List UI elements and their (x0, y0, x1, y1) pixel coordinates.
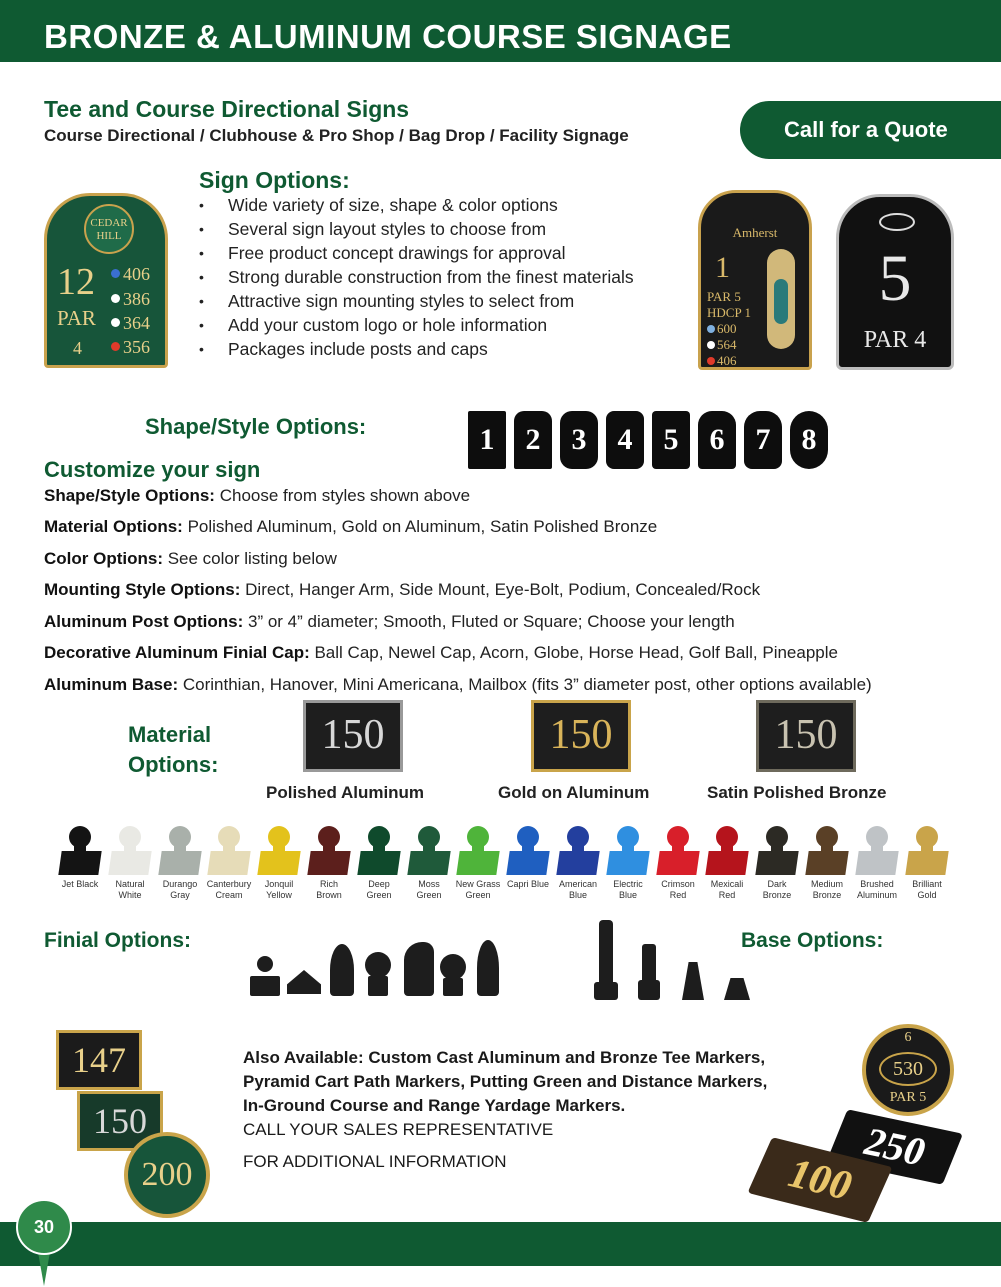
sign-options-title: Sign Options: (199, 167, 350, 193)
yardage-value: 406 (717, 353, 737, 368)
cap-base-icon (58, 851, 101, 875)
material-label: Polished Aluminum (266, 783, 425, 802)
cap-base-icon (606, 851, 649, 875)
color-label-line: Red (718, 890, 736, 900)
hole-number: 12 (57, 261, 95, 303)
cap-base-icon (108, 851, 151, 875)
color-label-line: American (558, 879, 597, 889)
cap-base-icon (656, 851, 699, 875)
marker-plaque-147: 147 (56, 1030, 142, 1090)
customize-option (44, 612, 735, 632)
mailbox-base-icon (724, 978, 750, 1000)
golf-tee-icon (38, 1252, 50, 1286)
cap-ball-icon (69, 826, 91, 848)
color-label-line: Dark (767, 879, 787, 889)
tee-dot-icon (111, 342, 120, 351)
color-label-line: Jonquil (264, 879, 294, 889)
cap-ball-icon (766, 826, 788, 848)
section-title-directional: Tee and Course Directional Signs (44, 96, 410, 122)
option-value: See color listing below (162, 549, 337, 568)
acorn-cap-icon (330, 944, 354, 996)
customize-option (44, 580, 760, 600)
material-title-line: Options: (128, 752, 219, 777)
cap-ball-icon (169, 826, 191, 848)
shape-option: 6 (698, 411, 736, 469)
color-label-line: Mexicali (710, 879, 744, 889)
cap-ball-icon (716, 826, 738, 848)
cap-ball-icon (617, 826, 639, 848)
color-label-line: Durango (162, 879, 198, 889)
cap-base-icon (805, 851, 848, 875)
color-label-line: Medium (810, 879, 843, 889)
color-label-line: Bronze (812, 890, 842, 900)
tee-dot-icon (707, 325, 715, 333)
cap-ball-icon (866, 826, 888, 848)
option-value: Ball Cap, Newel Cap, Acorn, Globe, Horse Head, Golf Ball, Pineapple (309, 643, 838, 662)
yardage-row (111, 289, 150, 310)
option-label: Decorative Aluminum Finial Cap: (44, 643, 310, 662)
option-label: Aluminum Post Options: (44, 612, 244, 631)
list-item: • Packages include posts and caps (199, 337, 634, 361)
cap-ball-icon (368, 826, 390, 848)
tee-dot-icon (707, 341, 715, 349)
cap-base-icon (307, 851, 350, 875)
also-available-line: Pyramid Cart Path Markers, Putting Green and Distance Markers, (243, 1072, 768, 1091)
option-value: Polished Aluminum, Gold on Aluminum, Satin Polished Bronze (182, 517, 658, 536)
page-number: 30 (16, 1199, 72, 1255)
tee-dot-icon (111, 318, 120, 327)
color-label-line: Natural (115, 879, 145, 889)
cap-ball-icon (567, 826, 589, 848)
color-label-line: Moss (418, 879, 440, 889)
material-title-line: Material (128, 722, 212, 747)
color-label-line: Yellow (266, 890, 292, 900)
color-label-line: Aluminum (856, 890, 897, 900)
cap-ball-icon (268, 826, 290, 848)
yardage-value: 386 (123, 289, 150, 309)
color-label-line: Jet Black (61, 879, 99, 889)
color-label-line: Capri Blue (506, 879, 550, 889)
pyramid-marker-100: 100 (747, 1137, 892, 1223)
cap-base-icon (855, 851, 898, 875)
sample-sign-five (836, 194, 954, 370)
color-label-line: Gray (170, 890, 190, 900)
yardage-row (707, 337, 737, 353)
color-label-line: White (118, 890, 142, 900)
also-available-line: Also Available: Custom Cast Aluminum and Bronze Tee Markers, (243, 1048, 766, 1067)
cap-base-icon (407, 851, 450, 875)
cap-ball-icon (318, 826, 340, 848)
cap-base-icon (357, 851, 400, 875)
option-label: Material Options: (44, 517, 183, 536)
option-label: Shape/Style Options: (44, 486, 215, 505)
par-label: PAR 4 (863, 327, 927, 353)
option-label: Aluminum Base: (44, 675, 179, 694)
finial-options-title: Finial Options: (44, 929, 191, 952)
shape-style-title: Shape/Style Options: (145, 414, 367, 439)
shape-option: 2 (514, 411, 552, 469)
color-label-line: Green (366, 890, 392, 900)
material-plate-satin-bronze: 150 (756, 700, 856, 772)
hanover-base-foot-icon (638, 980, 660, 1000)
cap-base-icon (755, 851, 798, 875)
color-label-line: Canterbury (206, 879, 252, 889)
color-label-line: Electric (613, 879, 643, 889)
footer-band (0, 1222, 1001, 1266)
option-value: 3” or 4” diameter; Smooth, Fluted or Square; Choose your length (243, 612, 735, 631)
ball-cap-icon (250, 976, 280, 996)
hole-map-icon (767, 249, 795, 349)
club-logo-icon (879, 213, 915, 231)
yardage-value: 564 (717, 337, 737, 352)
tee-dot-icon (111, 269, 120, 278)
color-label-line: Cream (215, 890, 243, 900)
pyramid-marker-250: 250 (827, 1109, 963, 1184)
cap-base-icon (705, 851, 748, 875)
mini-americana-base-icon (682, 962, 704, 1000)
par-value: 4 (73, 338, 82, 358)
customize-title: Customize your sign (44, 457, 261, 482)
customize-option (44, 643, 838, 663)
hole-number: 5 (878, 242, 912, 315)
par-label: PAR (57, 306, 96, 330)
page-title: BRONZE & ALUMINUM COURSE SIGNAGE (44, 18, 732, 55)
color-label-line: Deep (368, 879, 390, 889)
cap-base-icon (506, 851, 549, 875)
base-options-title: Base Options: (741, 929, 884, 952)
color-label-line: Brown (316, 890, 342, 900)
call-line: FOR ADDITIONAL INFORMATION (243, 1152, 507, 1171)
shape-option: 7 (744, 411, 782, 469)
option-label: Mounting Style Options: (44, 580, 241, 599)
cap-base-icon (207, 851, 250, 875)
par-label: PAR 5 (707, 289, 741, 304)
shape-option: 3 (560, 411, 598, 469)
also-available-text (243, 1046, 767, 1182)
marker-hole: 6 (904, 1030, 912, 1045)
color-label (897, 879, 957, 901)
call-for-quote-button[interactable]: Call for a Quote (740, 101, 1001, 159)
yardage-value: 364 (123, 313, 150, 333)
yardage-row (707, 353, 737, 369)
also-available-line: In-Ground Course and Range Yardage Markers. (243, 1096, 626, 1115)
cap-ball-icon (467, 826, 489, 848)
pineapple-cap-icon (477, 940, 499, 996)
cap-base-icon (905, 851, 948, 875)
shape-option: 8 (790, 411, 828, 469)
golf-ball-cap-base-icon (443, 978, 463, 996)
color-label-line: Brushed (860, 879, 894, 889)
option-value: Choose from styles shown above (214, 486, 471, 505)
section-subtitle-directional: Course Directional / Clubhouse & Pro Shop / Bag Drop / Facility Signage (44, 126, 629, 145)
header-band (0, 0, 1001, 62)
yardage-row (707, 321, 737, 337)
color-label-line: Green (465, 890, 491, 900)
color-label-line: Crimson (661, 879, 695, 889)
option-value: Direct, Hanger Arm, Side Mount, Eye-Bolt, Podium, Concealed/Rock (240, 580, 761, 599)
call-line: CALL YOUR SALES REPRESENTATIVE (243, 1120, 554, 1139)
cap-ball-icon (517, 826, 539, 848)
sample-sign-amherst (698, 190, 812, 370)
marker-plaque-150: 150 (77, 1091, 163, 1151)
color-label-line: Blue (618, 890, 637, 900)
marker-yardage: 530 (879, 1052, 937, 1086)
list-item: • Several sign layout styles to choose from (199, 217, 634, 241)
color-label-line: Rich (319, 879, 338, 889)
list-item: • Free product concept drawings for approval (199, 241, 634, 265)
material-label: Gold on Aluminum (498, 783, 650, 802)
customize-option (44, 517, 657, 537)
list-item: • Wide variety of size, shape & color options (199, 193, 634, 217)
customize-option (44, 486, 470, 506)
sign-options-list (199, 193, 634, 361)
cap-base-icon (456, 851, 499, 875)
material-label: Satin Polished Bronze (707, 783, 887, 802)
cap-ball-icon (218, 826, 240, 848)
cap-ball-icon (119, 826, 141, 848)
customize-option (44, 549, 337, 569)
color-label-line: Gold (917, 890, 937, 900)
golf-ball-cap-icon (440, 954, 466, 980)
color-label-line: Brilliant (912, 879, 942, 889)
shape-option: 5 (652, 411, 690, 469)
marker-par: PAR 5 (889, 1090, 927, 1105)
material-plate-polished-aluminum: 150 (303, 700, 403, 772)
color-label-line: New Grass (455, 879, 501, 889)
list-item: • Attractive sign mounting styles to select from (199, 289, 634, 313)
marker-round-200: 200 (124, 1132, 210, 1218)
material-plate-gold-on-aluminum: 150 (531, 700, 631, 772)
course-name: Amherst (732, 225, 778, 240)
hdcp-label: HDCP 1 (707, 305, 751, 320)
tee-dot-icon (111, 294, 120, 303)
globe-cap-icon (365, 952, 391, 978)
color-label-line: Blue (568, 890, 587, 900)
cap-base-icon (158, 851, 201, 875)
cap-ball-icon (916, 826, 938, 848)
list-item: • Strong durable construction from the finest materials (199, 265, 634, 289)
sample-sign-cedar-hill (44, 193, 168, 368)
cap-base-icon (257, 851, 300, 875)
cap-base-icon (556, 851, 599, 875)
cap-ball-icon (816, 826, 838, 848)
option-value: Corinthian, Hanover, Mini Americana, Mailbox (fits 3” diameter post, other options available) (178, 675, 872, 694)
newel-cap-icon (287, 970, 321, 994)
ball-cap-icon (257, 956, 273, 972)
yardage-value: 600 (717, 321, 737, 336)
corinthian-base-foot-icon (594, 982, 618, 1000)
list-item: • Add your custom logo or hole information (199, 313, 634, 337)
option-label: Color Options: (44, 549, 163, 568)
cap-ball-icon (667, 826, 689, 848)
yardage-row (111, 337, 150, 358)
customize-option (44, 675, 872, 695)
shape-option: 1 (468, 411, 506, 469)
material-options-title (128, 720, 218, 780)
cedar-hill-logo: CEDAR HILL (84, 204, 134, 254)
tee-dot-icon (707, 357, 715, 365)
horse-head-cap-icon (404, 942, 434, 996)
hole-number: 1 (715, 251, 730, 284)
color-label-line: Red (669, 890, 687, 900)
color-label-line: Bronze (762, 890, 792, 900)
yardage-row (111, 313, 150, 334)
yardage-value: 356 (123, 337, 150, 357)
cap-ball-icon (418, 826, 440, 848)
yardage-value: 406 (123, 264, 150, 284)
yardage-row (111, 264, 150, 285)
marker-round-530 (862, 1024, 954, 1116)
shape-option: 4 (606, 411, 644, 469)
color-label-line: Green (416, 890, 442, 900)
globe-cap-base-icon (368, 976, 388, 996)
